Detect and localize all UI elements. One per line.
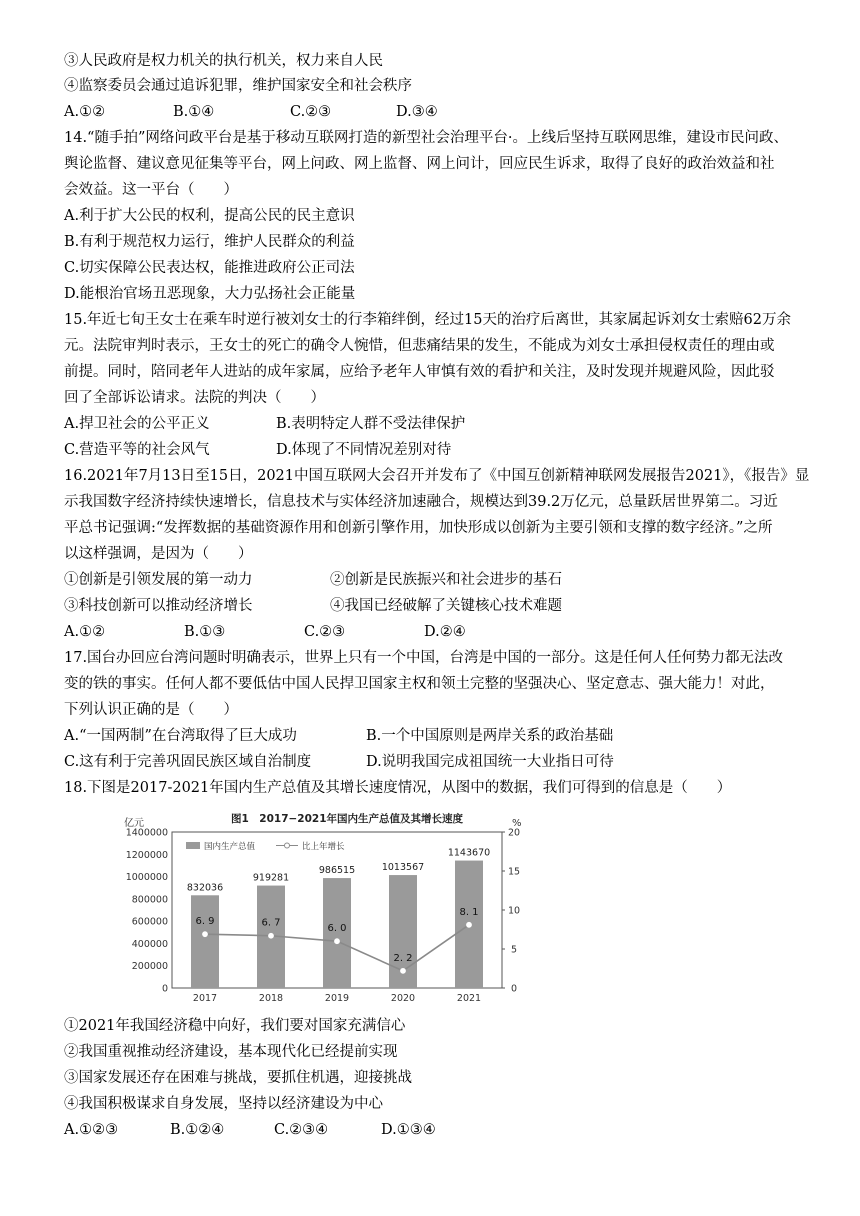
chart-y2-tick-label: 5	[510, 944, 518, 956]
chart-growth-point	[335, 939, 340, 944]
q18-statement-3: ③国家发展还存在困难与挑战，要抓住机遇，迎接挑战	[64, 1070, 412, 1086]
chart-y-tick-label: 1400000	[125, 827, 168, 839]
chart-legend-bar-label: 国内生产总值	[204, 842, 256, 852]
chart-title: 图1 2017−2021年国内生产总值及其增长速度	[230, 813, 464, 825]
q18-answer-b[interactable]: B.①②④	[170, 1122, 225, 1138]
q15-stem-line-2: 元。法院审判时表示，王女士的死亡的确令人惋惜，但悲痛结果的发生，不能成为刘女士承担侵权责任的理由或	[64, 338, 775, 354]
q18-answer-a[interactable]: A.①②③	[64, 1122, 119, 1138]
q14-stem-line-2: 舆论监督、建议意见征集等平台，网上问政、网上监督、网上问计，回应民生诉求，取得了良好的政治效益和社	[64, 156, 775, 172]
q17-stem-line-1: 17.国台办回应台湾问题时明确表示，世界上只有一个中国，台湾是中国的一部分。这是任何人任何势力都无法改	[64, 650, 784, 666]
q18-statement-1: ①2021年我国经济稳中向好，我们要对国家充满信心	[64, 1018, 406, 1034]
chart-x-tick-label: 2021	[456, 993, 482, 1004]
chart-bar-value-label: 1013567	[381, 862, 425, 874]
chart-growth-value-label: 8. 1	[459, 906, 479, 918]
q18-answer-d[interactable]: D.①③④	[381, 1122, 436, 1138]
chart-legend-bar-swatch	[186, 842, 200, 849]
q14-option-a[interactable]: A.利于扩大公民的权利，提高公民的民主意识	[64, 208, 355, 224]
q15-option-c[interactable]: C.营造平等的社会风气	[64, 442, 210, 458]
chart-y2-axis-unit: %	[512, 818, 522, 829]
chart-bar-value-label: 1143670	[447, 847, 491, 859]
chart-bar-value-label: 986515	[318, 865, 356, 877]
q15-stem-line-4: 回了全部诉讼请求。法院的判决（ ）	[64, 390, 325, 406]
chart-growth-value-label: 6. 9	[195, 916, 215, 928]
q13-answer-a[interactable]: A.①②	[64, 104, 106, 120]
gdp-chart-svg	[110, 808, 550, 1006]
q16-answer-c[interactable]: C.②③	[304, 624, 346, 640]
q16-answer-b[interactable]: B.①③	[184, 624, 226, 640]
q13-answer-c[interactable]: C.②③	[290, 104, 332, 120]
q16-answer-d[interactable]: D.②④	[424, 624, 466, 640]
q17-stem-line-3: 下列认识正确的是（ ）	[64, 702, 238, 718]
q18-statement-4: ④我国积极谋求自身发展，坚持以经济建设为中心	[64, 1096, 383, 1112]
q16-stem-line-2: 示我国数字经济持续快速增长，信息技术与实体经济加速融合，规模达到39.2万亿元，总量跃居世界第二。习近	[64, 494, 778, 510]
chart-x-tick-label: 2020	[390, 993, 416, 1004]
q14-option-b[interactable]: B.有利于规范权力运行，维护人民群众的利益	[64, 234, 355, 250]
q16-stem-line-3: 平总书记强调:“发挥数据的基础资源作用和创新引擎作用，加快形成以创新为主要引领和支撑的数字经济。”之所	[64, 520, 773, 536]
chart-y-tick-label: 600000	[131, 916, 168, 928]
q15-stem-line-3: 前提。同时，陪同老年人进站的成年家属，应给予老年人审慎有效的看护和关注，及时发现并规避风险，因此驳	[64, 364, 775, 380]
chart-legend-line-marker	[285, 843, 290, 848]
q17-option-a[interactable]: A.“一国两制”在台湾取得了巨大成功	[64, 728, 297, 744]
q17-stem-line-2: 变的铁的事实。任何人都不要低估中国人民捍卫国家主权和领土完整的坚强决心、坚定意志、强大能力！对此，	[64, 676, 775, 692]
q16-statement-3: ③科技创新可以推动经济增长	[64, 598, 253, 614]
q13-answer-d[interactable]: D.③④	[396, 104, 438, 120]
chart-y-tick-label: 1200000	[125, 849, 168, 861]
chart-growth-point	[203, 932, 208, 937]
q13-option-4: ④监察委员会通过追诉犯罪，维护国家安全和社会秩序	[64, 78, 412, 94]
q18-stem: 18.下图是2017-2021年国内生产总值及其增长速度情况，从图中的数据，我们可得到的信息是（ ）	[64, 780, 732, 796]
q15-stem-line-1: 15.年近七旬王女士在乘车时逆行被刘女士的行李箱绊倒，经过15天的治疗后离世，其家属起诉刘女士索赔62万余	[64, 312, 791, 328]
q14-option-c[interactable]: C.切实保障公民表达权，能推进政府公正司法	[64, 260, 355, 276]
chart-bar-value-label: 832036	[186, 882, 224, 894]
chart-bar	[191, 895, 219, 988]
chart-x-tick-label: 2019	[324, 993, 350, 1004]
chart-x-tick-label: 2017	[192, 993, 218, 1004]
chart-y2-tick-label: 20	[507, 827, 521, 839]
chart-y-tick-label: 0	[161, 983, 168, 995]
chart-bar-value-label: 919281	[252, 872, 290, 884]
q13-option-3: ③人民政府是权力机关的执行机关，权力来自人民	[64, 53, 383, 69]
chart-legend-line-label: 比上年增长	[302, 842, 345, 852]
chart-y-tick-label: 200000	[131, 961, 168, 973]
chart-y-axis-unit: 亿元	[124, 818, 144, 829]
q16-statement-1: ①创新是引领发展的第一动力	[64, 572, 253, 588]
chart-y-tick-label: 400000	[131, 938, 168, 950]
q15-option-d[interactable]: D.体现了不同情况差别对待	[276, 442, 452, 458]
chart-growth-point	[269, 933, 274, 938]
q16-statement-2: ②创新是民族振兴和社会进步的基石	[330, 572, 562, 588]
chart-y2-tick-label: 0	[510, 983, 518, 995]
chart-x-tick-label: 2018	[258, 993, 284, 1004]
chart-growth-point	[467, 922, 472, 927]
chart-growth-value-label: 2. 2	[393, 952, 413, 964]
q15-option-a[interactable]: A.捍卫社会的公平正义	[64, 416, 210, 432]
q16-stem-line-1: 16.2021年7月13日至15日，2021中国互联网大会召开并发布了《中国互创新精神联网发展报告2021》，《报告》显	[64, 468, 810, 484]
q18-answer-c[interactable]: C.②③④	[274, 1122, 329, 1138]
q17-option-c[interactable]: C.这有利于完善巩固民族区域自治制度	[64, 754, 312, 770]
chart-y-tick-label: 1000000	[125, 872, 168, 884]
q14-stem-line-3: 会效益。这一平台（ ）	[64, 182, 238, 198]
chart-y2-tick-label: 15	[507, 866, 521, 878]
q14-stem-line-1: 14.“随手拍”网络问政平台是基于移动互联网打造的新型社会治理平台·。上线后坚持互联网思维，建设市民问政、	[64, 130, 788, 146]
chart-y-tick-label: 800000	[131, 894, 168, 906]
chart-y2-tick-label: 10	[507, 905, 521, 917]
q16-stem-line-4: 以这样强调，是因为（ ）	[64, 546, 253, 562]
gdp-chart	[110, 808, 550, 1006]
q14-option-d[interactable]: D.能根治官场丑恶现象，大力弘扬社会正能量	[64, 286, 356, 302]
q18-statement-2: ②我国重视推动经济建设，基本现代化已经提前实现	[64, 1044, 398, 1060]
q16-answer-a[interactable]: A.①②	[64, 624, 106, 640]
q17-option-d[interactable]: D.说明我国完成祖国统一大业指日可待	[366, 754, 614, 770]
q16-statement-4: ④我国已经破解了关键核心技术难题	[330, 598, 562, 614]
chart-growth-value-label: 6. 7	[261, 917, 281, 929]
q17-option-b[interactable]: B.一个中国原则是两岸关系的政治基础	[366, 728, 614, 744]
chart-growth-value-label: 6. 0	[327, 923, 347, 935]
chart-growth-point	[401, 968, 406, 973]
q15-option-b[interactable]: B.表明特定人群不受法律保护	[276, 416, 466, 432]
q13-answer-b[interactable]: B.①④	[173, 104, 215, 120]
